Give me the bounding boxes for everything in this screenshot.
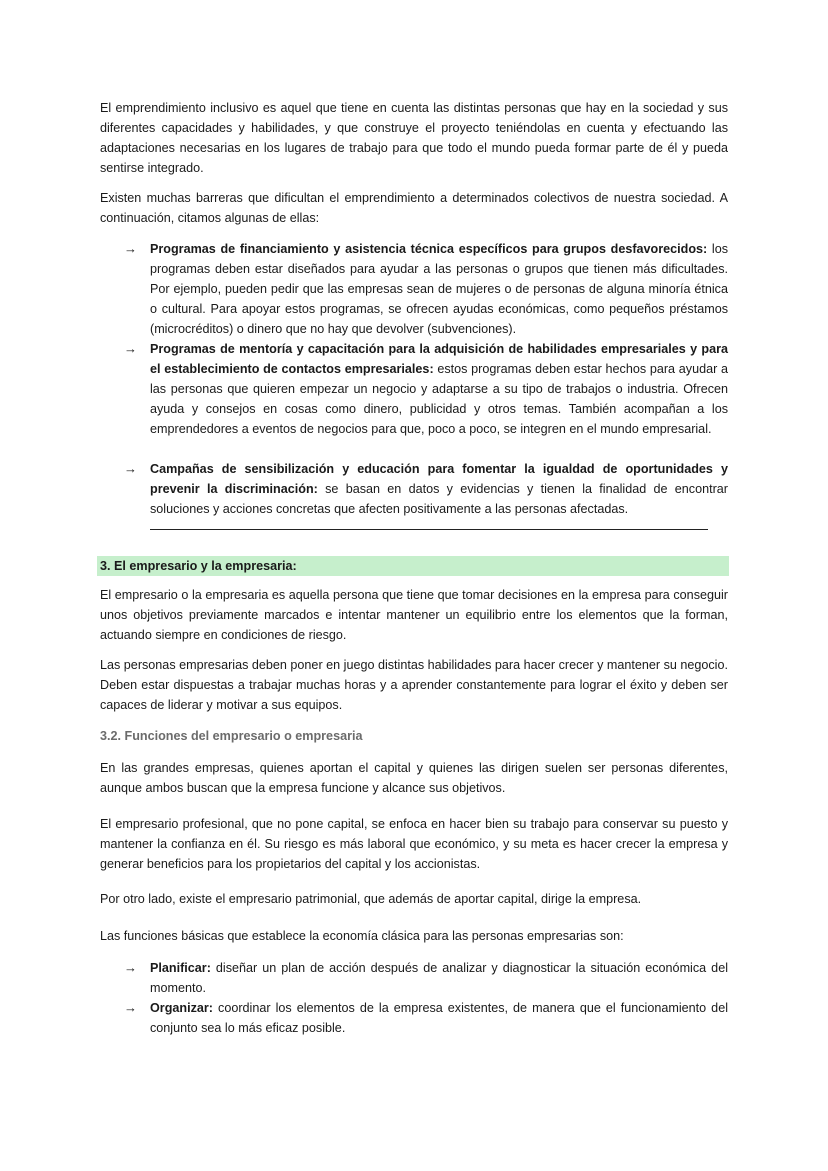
arrow-icon: → [124,341,137,356]
list-item-text: diseñar un plan de acción después de analizar y diagnosticar la situación económica del momento. [150,961,728,995]
list-item [124,998,728,1038]
arrow-icon: → [124,461,137,476]
list-item [124,459,728,519]
section-paragraph: El empresario o la empresaria es aquella persona que tiene que tomar decisiones en la empresa para conseguir unos objetivos previamente marcados e intentar mantener un equilibrio entre los elementos que la forman, actuando siempre en condiciones de riesgo. [100,588,728,642]
list-item-title: Planificar: [150,961,211,975]
arrow-icon: → [124,1000,137,1015]
list-item-text: se basan en datos y evidencias y tienen la finalidad de encontrar soluciones y acciones concretas que afecten positivamente a las personas afectadas. [150,482,728,516]
arrow-icon: → [124,960,137,975]
section-paragraph: Las personas empresarias deben poner en juego distintas habilidades para hacer crecer y mantener su negocio. Deben estar dispuestas a trabajar muchas horas y a aprender constantemente para lograr el éxito y deben ser capaces de liderar y motivar a sus equipos. [100,658,728,712]
section-paragraph: En las grandes empresas, quienes aportan el capital y quienes las dirigen suelen ser personas diferentes, aunque ambos buscan que la empresa funcione y alcance sus objetivos. [100,761,728,795]
section-heading: 3. El empresario y la empresaria: [97,556,729,576]
list-item [124,339,728,439]
list-item [124,239,728,339]
section-paragraph: Las funciones básicas que establece la economía clásica para las personas empresarias son: [100,929,624,943]
horizontal-divider [150,529,708,530]
list-item-title: Programas de mentoría y capacitación para la adquisición de habilidades empresariales y para el establecimiento de contactos empresariales: [150,342,728,376]
intro-paragraph-2: Existen muchas barreras que dificultan el emprendimiento a determinados colectivos de nuestra sociedad. A continuación, citamos algunas de ellas: [100,191,728,225]
arrow-icon: → [124,241,137,256]
subsection-heading: 3.2. Funciones del empresario o empresaria [100,729,363,743]
list-item-text: los programas deben estar diseñados para ayudar a las personas o grupos que tienen más dificultades. Por ejemplo, pueden pedir que las empresas sean de mujeres o de personas de alguna minoría étnica o cultural. Para apoyar estos programas, se ofrecen ayudas económicas, como pequeños préstamos (microcréditos) o dinero que no hay que devolver (subvenciones). [150,242,728,336]
list-item-title: Programas de financiamiento y asistencia técnica específicos para grupos desfavorecidos: [150,242,708,256]
list-item-text: estos programas deben estar hechos para ayudar a las personas que quieren empezar un negocio y adaptarse a su tipo de trabajos o industria. Ofrecen ayuda y consejos en cosas como dinero, publicidad y otros temas. También acompañan a los emprendedores a eventos de negocios para que, poco a poco, se integren en el mundo empresarial. [150,362,728,436]
list-item-title: Campañas de sensibilización y educación para fomentar la igualdad de oportunidades y prevenir la discriminación: [150,462,728,496]
section-paragraph: El empresario profesional, que no pone capital, se enfoca en hacer bien su trabajo para conservar su puesto y mantener la confianza en él. Su riesgo es más laboral que económico, y su meta es hacer crecer la empresa y generar beneficios para los propietarios del capital y los accionistas. [100,817,728,871]
list-item [124,958,728,998]
list-item-text: coordinar los elementos de la empresa existentes, de manera que el funcionamiento del conjunto sea lo más eficaz posible. [150,1001,728,1035]
list-item-title: Organizar: [150,1001,213,1015]
intro-paragraph-1: El emprendimiento inclusivo es aquel que tiene en cuenta las distintas personas que hay en la sociedad y sus diferentes capacidades y habilidades, y que construye el proyecto teniéndolas en cuenta y efectuando las adaptaciones necesarias en los lugares de trabajo para que todo el mundo pueda formar parte de él y pueda sentirse integrado. [100,101,728,175]
section-paragraph: Por otro lado, existe el empresario patrimonial, que además de aportar capital, dirige la empresa. [100,892,642,906]
